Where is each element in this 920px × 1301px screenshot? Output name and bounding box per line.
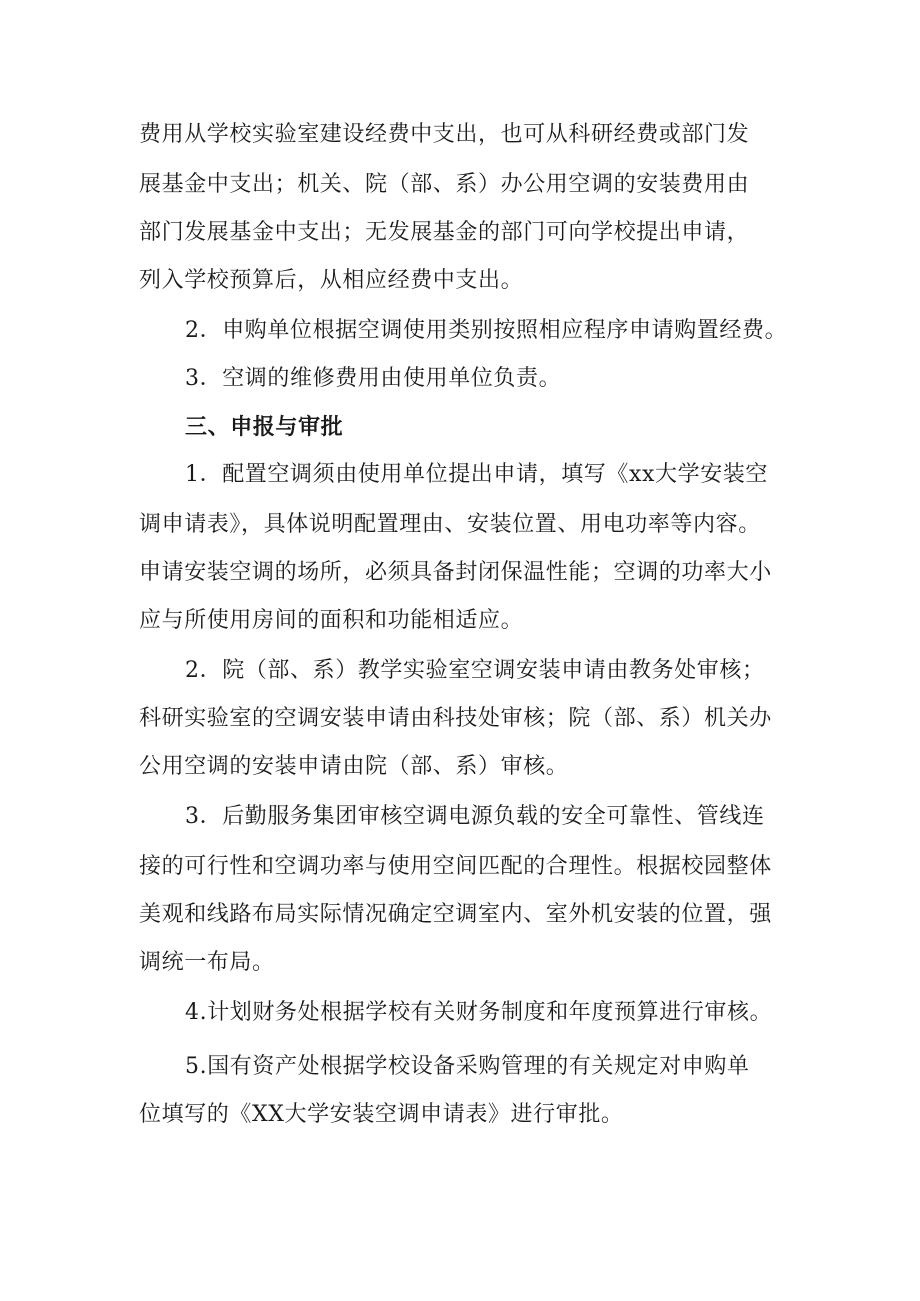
paragraph-line: 美观和线路布局实际情况确定空调室内、室外机安装的位置，强 <box>139 902 772 927</box>
list-item-1: 1．配置空调须由使用单位提出申请，填写《xx大学安装空 <box>185 462 769 487</box>
paragraph-line: 调申请表》，具体说明配置理由、安装位置、用电功率等内容。 <box>139 512 761 537</box>
paragraph-line: 科研实验室的空调安装申请由科技处审核；院（部、系）机关办 <box>139 706 772 731</box>
list-item-4: 4.计划财务处根据学校有关财务制度和年度预算进行审核。 <box>185 1000 773 1025</box>
paragraph-line: 位填写的《XX大学安装空调申请表》进行审批。 <box>139 1102 624 1127</box>
list-item-2: 2．申购单位根据空调使用类别按照相应程序申请购置经费。 <box>185 318 788 343</box>
paragraph-line: 部门发展基金中支出；无发展基金的部门可向学校提出申请， <box>139 220 750 245</box>
paragraph-line: 列入学校预算后，从相应经费中支出。 <box>139 268 524 293</box>
list-item-5: 5.国有资产处根据学校设备采购管理的有关规定对申购单 <box>185 1054 750 1079</box>
paragraph-line: 公用空调的安装申请由院（部、系）审核。 <box>139 754 569 779</box>
paragraph-line: 应与所使用房间的面积和功能相适应。 <box>139 608 524 633</box>
paragraph-line: 申请安装空调的场所，必须具备封闭保温性能；空调的功率大小 <box>139 560 772 585</box>
paragraph-line: 费用从学校实验室建设经费中支出，也可从科研经费或部门发 <box>139 122 750 147</box>
list-item-3: 3．后勤服务集团审核空调电源负载的安全可靠性、管线连 <box>185 804 765 829</box>
paragraph-line: 调统一布局。 <box>139 950 275 975</box>
section-heading: 三、申报与审批 <box>185 414 344 440</box>
list-item-3: 3．空调的维修费用由使用单位负责。 <box>185 366 562 391</box>
list-item-2: 2．院（部、系）教学实验室空调安装申请由教务处审核； <box>185 658 765 683</box>
paragraph-line: 展基金中支出；机关、院（部、系）办公用空调的安装费用由 <box>139 172 750 197</box>
paragraph-line: 接的可行性和空调功率与使用空间匹配的合理性。根据校园整体 <box>139 854 772 879</box>
